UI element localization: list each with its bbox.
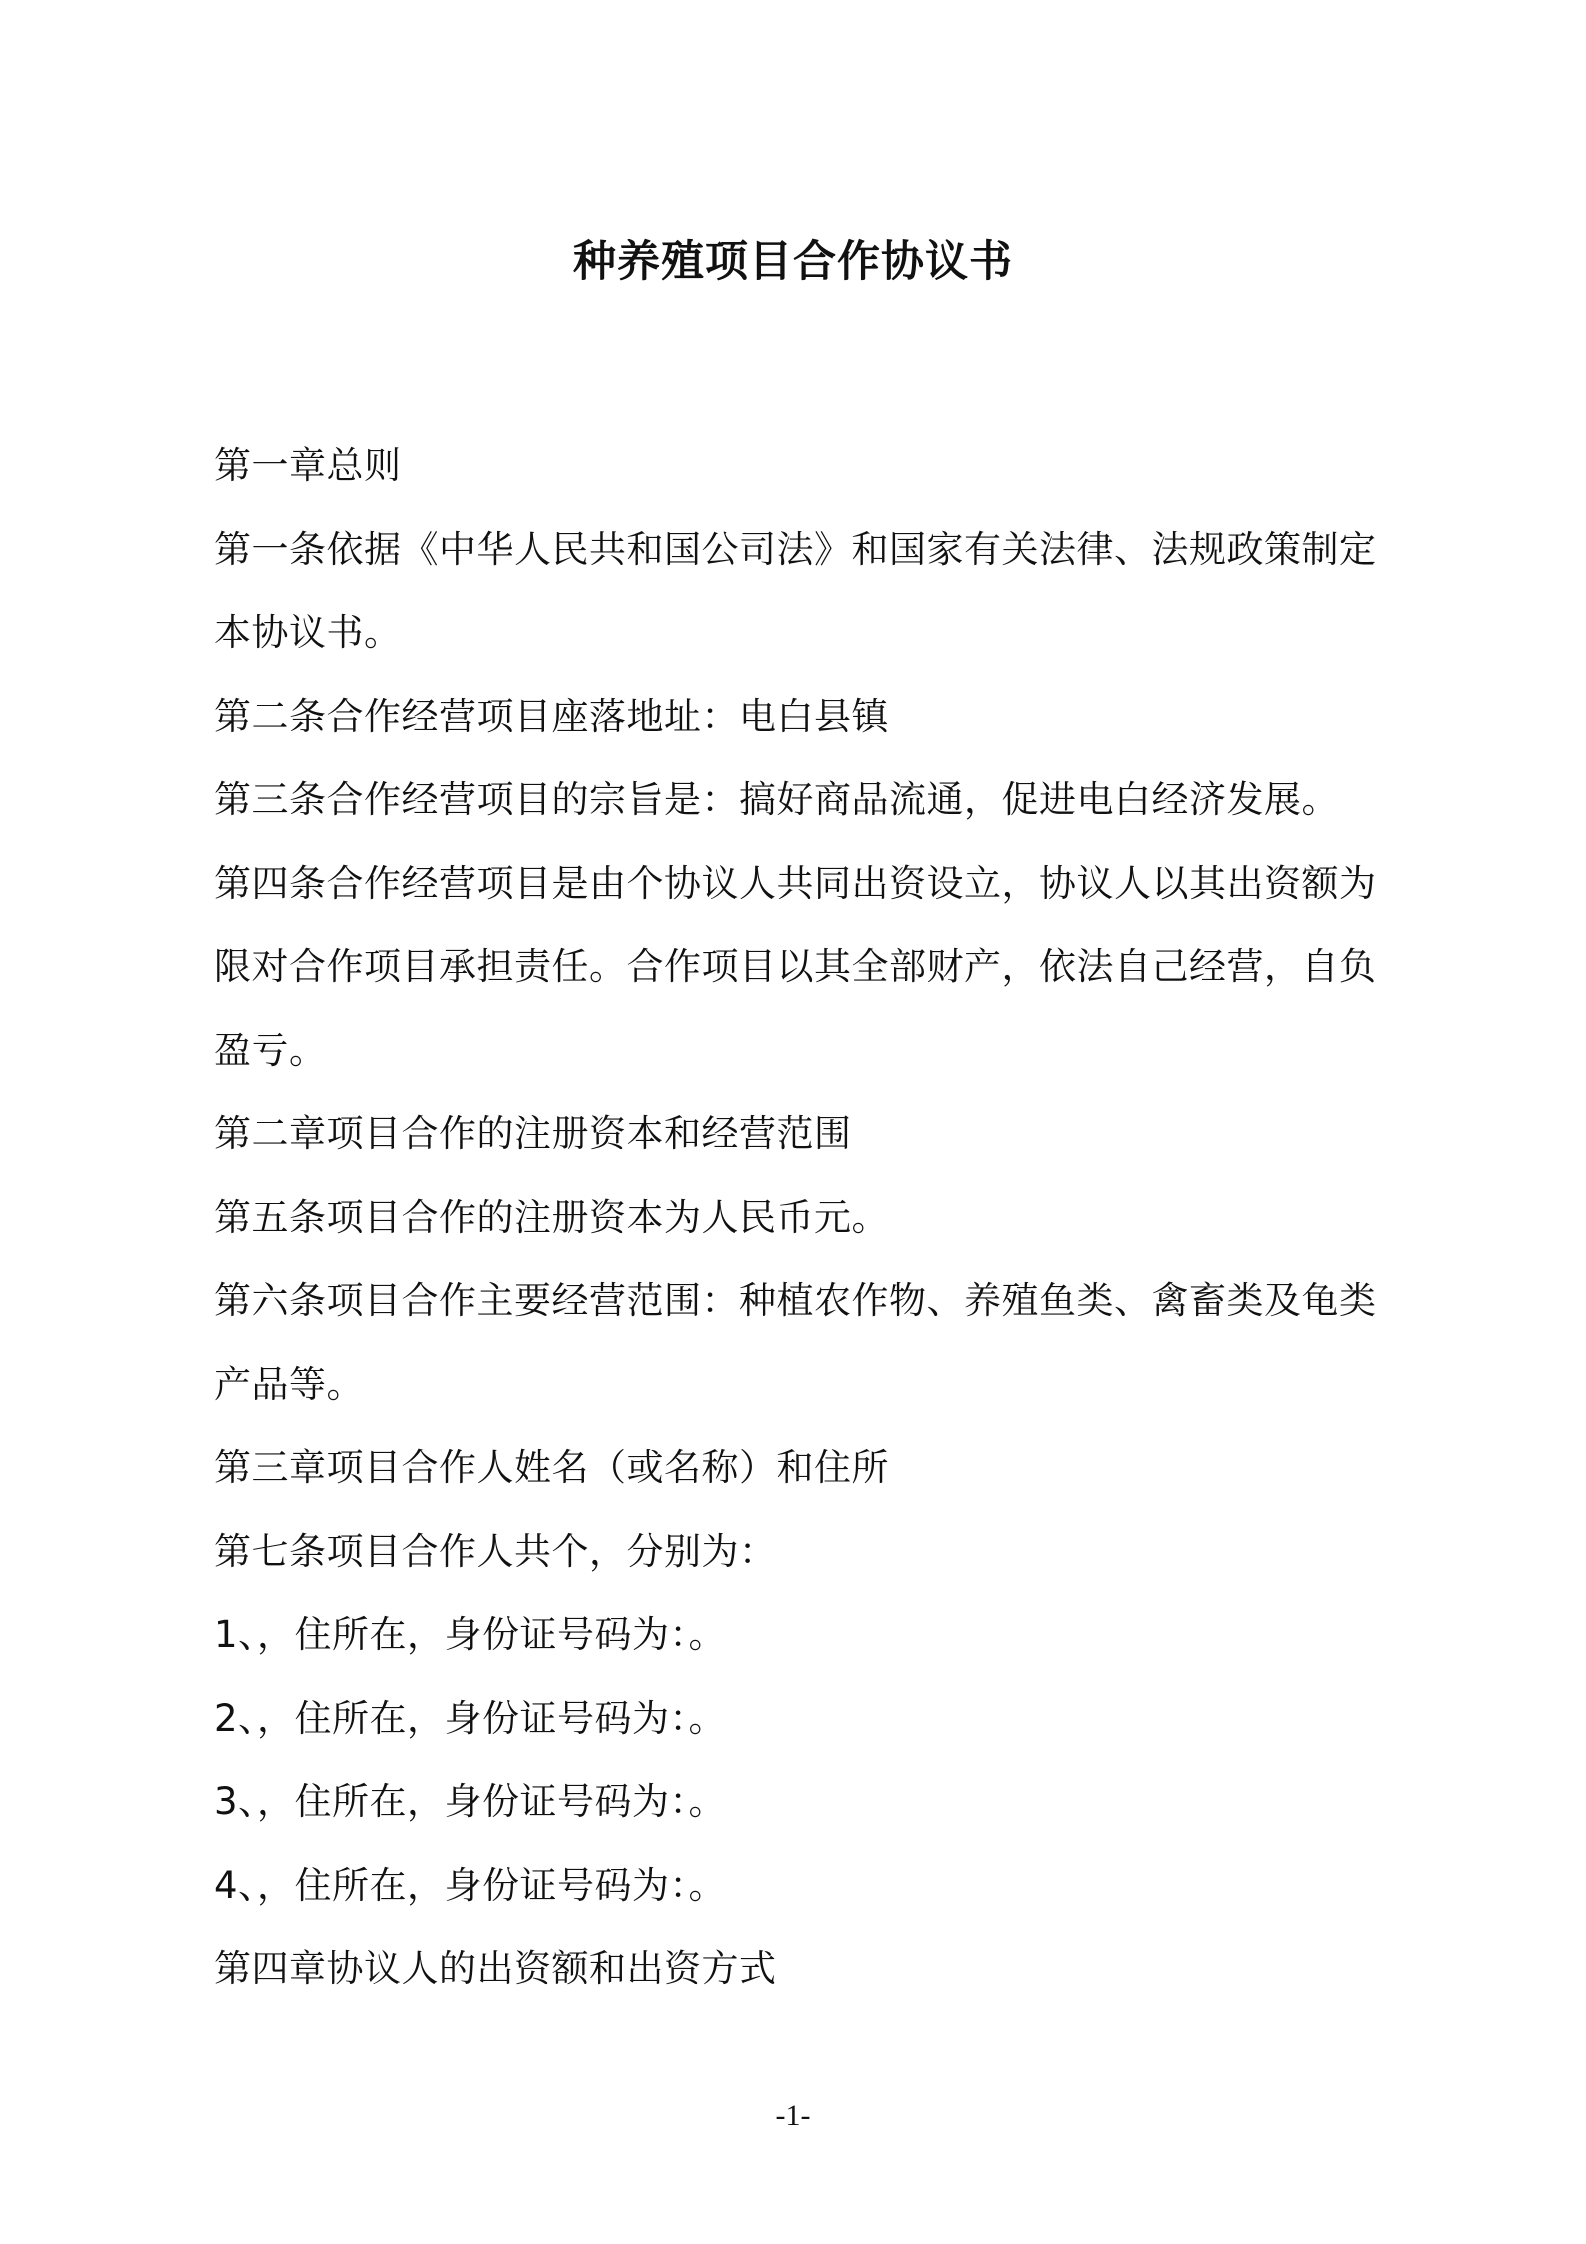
text-line: 第四章协议人的出资额和出资方式 xyxy=(214,1947,777,1990)
chapter-2-heading xyxy=(214,1092,1394,1176)
article-6 xyxy=(214,1259,1394,1426)
chapter-1-heading xyxy=(214,424,1394,508)
text-line: 第一条依据《中华人民共和国公司法》和国家有关法律、法规政策制定 xyxy=(214,527,1377,571)
text-line: 产品等。 xyxy=(214,1362,364,1406)
document-body xyxy=(214,424,1394,2011)
text-line: 第六条项目合作主要经营范围：种植农作物、养殖鱼类、禽畜类及龟类 xyxy=(214,1279,1377,1322)
chapter-3-heading xyxy=(214,1426,1394,1510)
partner-item-2 xyxy=(214,1677,1394,1761)
text-line: 限对合作项目承担责任。合作项目以其全部财产，依法自己经营，自负 xyxy=(214,945,1377,988)
text-line: 第四条合作经营项目是由个协议人共同出资设立，协议人以其出资额为 xyxy=(214,861,1377,905)
article-4 xyxy=(214,842,1394,1093)
text-line: 第二条合作经营项目座落地址：电白县镇 xyxy=(214,694,889,738)
article-5 xyxy=(214,1176,1394,1260)
partner-item-1 xyxy=(214,1593,1394,1677)
partner-item-4 xyxy=(214,1844,1394,1928)
text-line: 本协议书。 xyxy=(214,611,402,654)
article-2 xyxy=(214,675,1394,759)
page-number: -1- xyxy=(775,2099,811,2132)
partner-item-3 xyxy=(214,1760,1394,1844)
text-line: 盈亏。 xyxy=(214,1028,327,1072)
document-title: 种养殖项目合作协议书 xyxy=(573,237,1013,287)
text-line: 1、，住所在，身份证号码为：。 xyxy=(214,1613,727,1656)
text-line: 第一章总则 xyxy=(214,444,402,487)
article-3 xyxy=(214,758,1394,842)
text-line: 2、，住所在，身份证号码为：。 xyxy=(214,1696,727,1740)
article-7 xyxy=(214,1510,1394,1594)
text-line: 4、，住所在，身份证号码为：。 xyxy=(214,1863,727,1907)
article-1 xyxy=(214,508,1394,675)
chapter-4-heading xyxy=(214,1927,1394,2011)
text-line: 第三章项目合作人姓名（或名称）和住所 xyxy=(214,1446,889,1489)
text-line: 第七条项目合作人共个，分别为： xyxy=(214,1529,777,1573)
text-line: 3、，住所在，身份证号码为：。 xyxy=(214,1780,727,1823)
text-line: 第二章项目合作的注册资本和经营范围 xyxy=(214,1112,852,1155)
text-line: 第五条项目合作的注册资本为人民币元。 xyxy=(214,1195,889,1239)
text-line: 第三条合作经营项目的宗旨是：搞好商品流通，促进电白经济发展。 xyxy=(214,778,1339,821)
